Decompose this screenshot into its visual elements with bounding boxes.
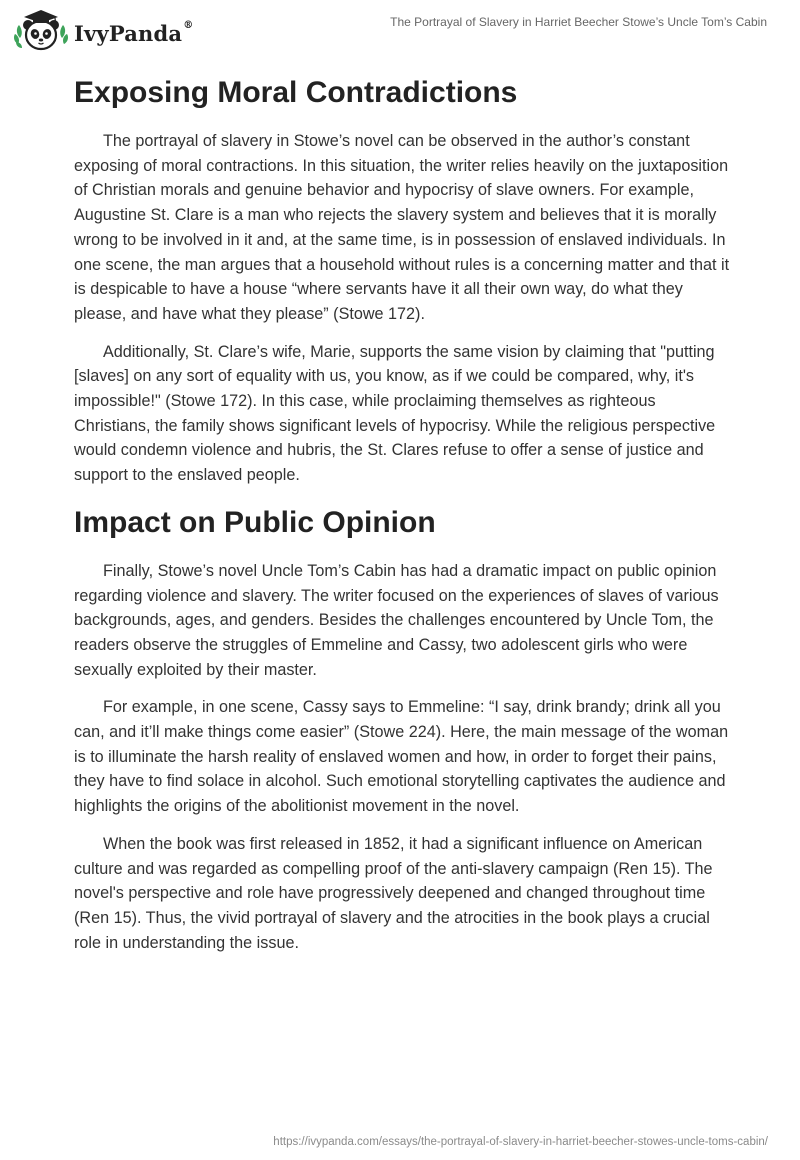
essay-content	[74, 68, 734, 968]
logo-text: IvyPanda®	[74, 19, 194, 46]
document-title: The Portrayal of Slavery in Harriet Beecher Stowe’s Uncle Tom’s Cabin	[390, 15, 767, 29]
paragraph: Additionally, St. Clare’s wife, Marie, supports the same vision by claiming that "putting [slaves] on any sort of equality with us, you know, as if we could be compared, why, it's impossible!" (Stowe 172). In this case, while proclaiming themselves as righteous Christians, the family shows significant levels of hypocrisy. While the religious perspective would condemn violence and hubris, the St. Clares refuse to offer a sense of justice and support to the enslaved people.	[74, 342, 716, 485]
panda-graduate-icon	[14, 8, 68, 54]
ivypanda-logo[interactable]	[14, 8, 193, 54]
section-heading: Impact on Public Opinion	[74, 505, 436, 539]
section-heading: Exposing Moral Contradictions	[74, 76, 518, 109]
paragraph: For example, in one scene, Cassy says to Emmeline: “I say, drink brandy; drink all you can, and it’ll make things come easier” (Stowe 224). Here, the main message of the woman is to illuminate the harsh reality of enslaved women and how, in order to forget their pains, they have to find solace in alcohol. Such emotional storytelling captivates the audience and highlights the origins of the abolitionist movement in the novel.	[74, 698, 729, 816]
paragraph: When the book was first released in 1852, it had a significant influence on American culture and was regarded as compelling proof of the anti-slavery campaign (Ren 15). The novel's perspective and role have progressively deepened and changed throughout time (Ren 15). Thus, the vivid portrayal of slavery and the atrocities in the book plays a crucial role in understanding the issue.	[74, 834, 713, 952]
page-header	[0, 0, 800, 60]
paragraph: The portrayal of slavery in Stowe’s novel can be observed in the author’s constant exposing of moral contractions. In this situation, the writer relies heavily on the juxtaposition of Christian morals and genuine behavior and hypocrisy of slave owners. For example, Augustine St. Clare is a man who rejects the slavery system and believes that it is morally wrong to be involved in it and, at the same time, is in possession of enslaved individuals. In one scene, the man argues that a household without rules is a concerning matter and that it is despicable to have a house “where servants have it all their own way, do what they please, and have what they please” (Stowe 172).	[74, 132, 730, 323]
source-url[interactable]: https://ivypanda.com/essays/the-portrayal-of-slavery-in-harriet-beecher-stowes-uncle-toms-cabin/	[273, 1136, 768, 1148]
paragraph: Finally, Stowe’s novel Uncle Tom’s Cabin has had a dramatic impact on public opinion regarding violence and slavery. The writer focused on the experiences of slaves of various backgrounds, ages, and genders. Besides the challenges encountered by Uncle Tom, the readers observe the struggles of Emmeline and Cassy, two adolescent girls who were sexually exploited by their master.	[74, 561, 719, 679]
